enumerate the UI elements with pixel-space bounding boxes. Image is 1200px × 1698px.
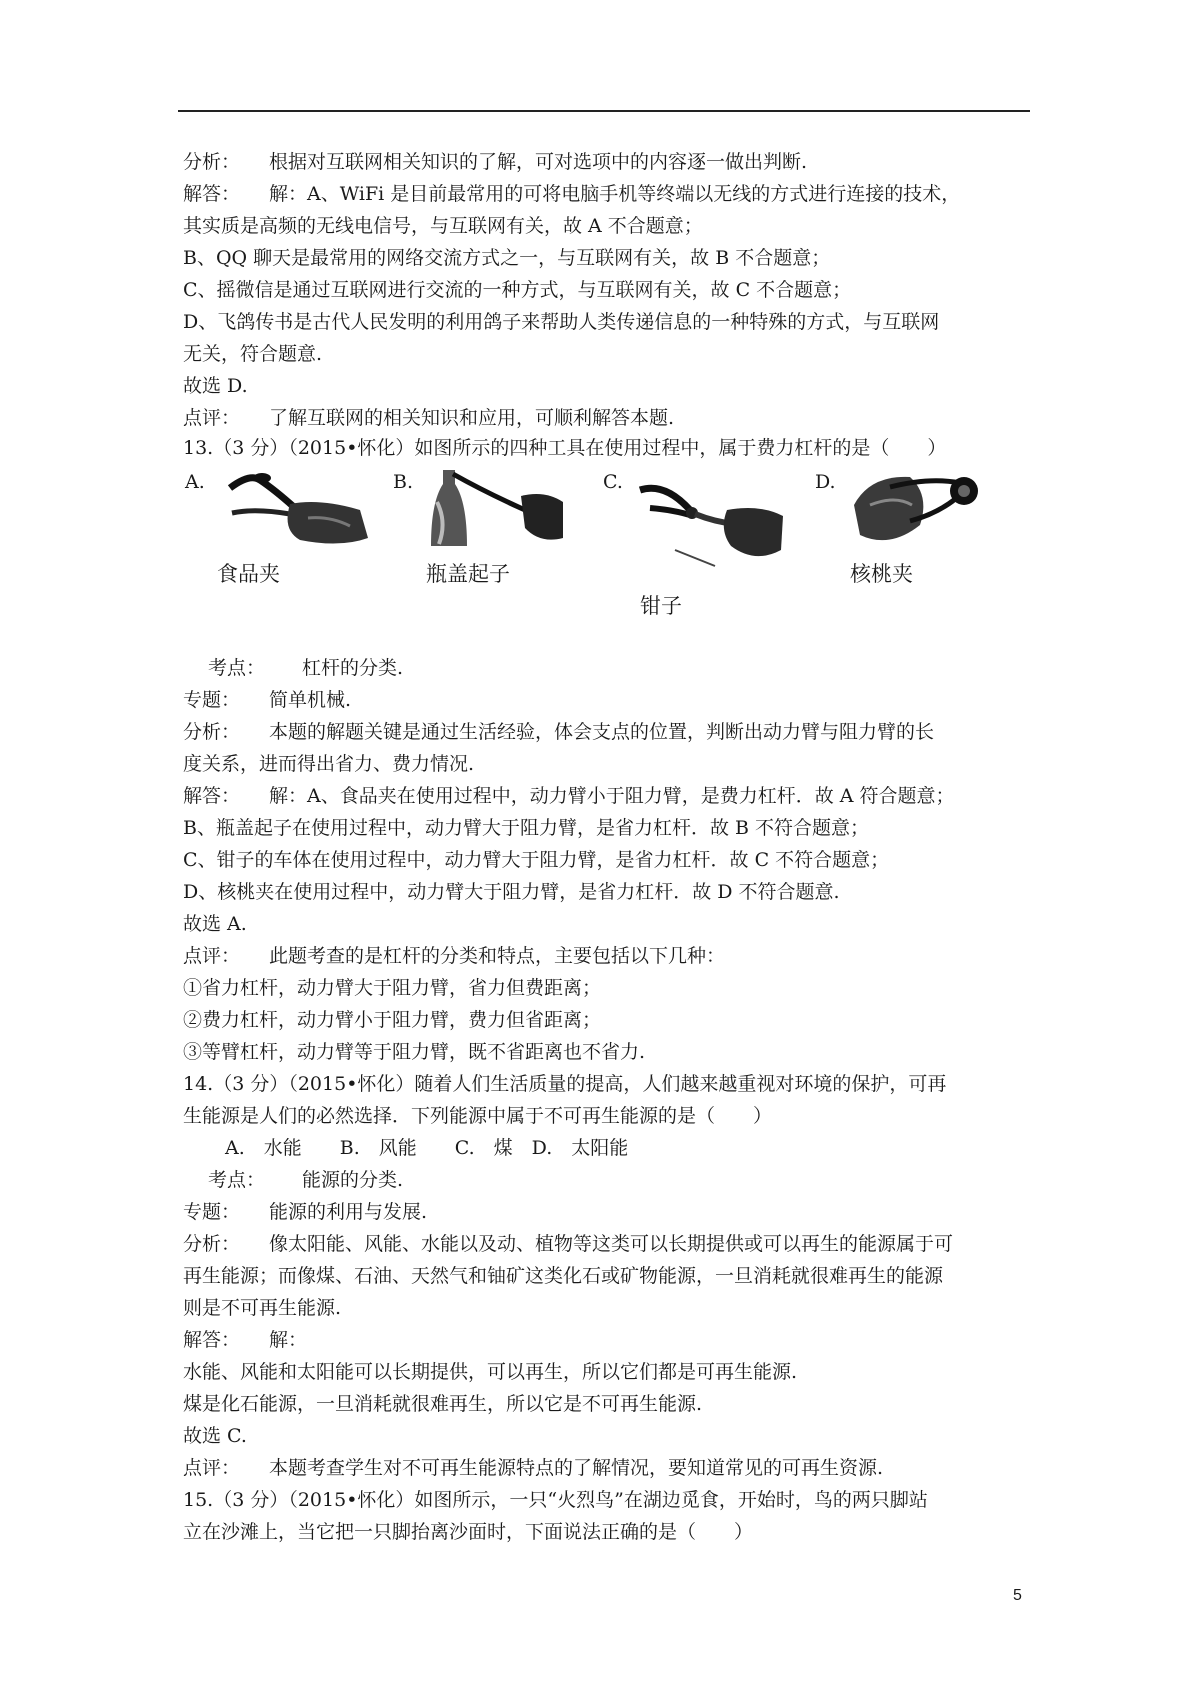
q12-answer-c: C、摇微信是通过互联网进行交流的一种方式，与互联网有关，故 C 不合题意；	[183, 279, 852, 301]
q13-caption-a: 食品夹	[217, 562, 280, 586]
q13-answer-b: B、瓶盖起子在使用过程中，动力臂大于阻力臂，是省力杠杆．故 B 不符合题意；	[183, 817, 870, 839]
q13-analysis: 分析： 本题的解题关键是通过生活经验，体会支点的位置，判断出动力臂与阻力臂的长	[183, 721, 935, 743]
q13-answer-d: D、核桃夹在使用过程中，动力臂大于阻力臂，是省力杠杆．故 D 不符合题意.	[183, 881, 840, 903]
pliers-icon	[635, 480, 785, 572]
q14-choose: 故选 C.	[183, 1425, 247, 1447]
q12-answer: 解答： 解：A、WiFi 是目前最常用的可将电脑手机等终端以无线的方式进行连接的技术，	[183, 183, 961, 205]
q15-stem: 15.（3 分）（2015•怀化）如图所示，一只“火烈鸟”在湖边觅食，开始时，鸟的两只脚站	[183, 1489, 928, 1511]
q13-option-letter-d: D.	[815, 471, 836, 493]
q13-caption-b: 瓶盖起子	[426, 562, 510, 586]
q14-stem-cont: 生能源是人们的必然选择．下列能源中属于不可再生能源的是（ ）	[183, 1105, 773, 1127]
nutcracker-icon	[850, 465, 985, 557]
q12-answer-cont: 其实质是高频的无线电信号，与互联网有关，故 A 不合题意；	[183, 215, 703, 237]
q12-answer-b: B、QQ 聊天是最常用的网络交流方式之一，与互联网有关，故 B 不合题意；	[183, 247, 831, 269]
q13-answer-c: C、钳子的车体在使用过程中，动力臂大于阻力臂，是省力杠杆．故 C 不符合题意；	[183, 849, 890, 871]
q14-kaodian: 考点： 能源的分类.	[208, 1169, 404, 1191]
q14-options: A. 水能 B. 风能 C. 煤 D. 太阳能	[225, 1137, 629, 1159]
q14-analysis-cont: 再生能源；而像煤、石油、天然气和铀矿这类化石或矿物能源，一旦消耗就很难再生的能源	[183, 1265, 944, 1287]
q13-option-letter-a: A.	[185, 471, 205, 493]
q13-option-letter-c: C.	[603, 471, 623, 493]
q12-analysis: 分析： 根据对互联网相关知识的了解，可对选项中的内容逐一做出判断.	[183, 151, 808, 173]
q13-option-letter-b: B.	[393, 471, 414, 493]
q12-answer-d: D、飞鸽传书是古代人民发明的利用鸽子来帮助人类传递信息的一种特殊的方式，与互联网	[183, 311, 940, 333]
q13-point-3: ③等臂杠杆，动力臂等于阻力臂，既不省距离也不省力.	[183, 1041, 646, 1063]
q13-point-2: ②费力杠杆，动力臂小于阻力臂，费力但省距离；	[183, 1009, 602, 1031]
q12-answer-d-cont: 无关，符合题意.	[183, 343, 323, 365]
q13-stem: 13.（3 分）（2015•怀化）如图所示的四种工具在使用过程中，属于费力杠杆的是（ ）	[183, 437, 947, 459]
q14-analysis: 分析： 像太阳能、风能、水能以及动、植物等这类可以长期提供或可以再生的能源属于可	[183, 1233, 954, 1255]
q13-zhuanti: 专题： 简单机械.	[183, 689, 352, 711]
header-rule	[178, 110, 1030, 112]
q15-stem-cont: 立在沙滩上，当它把一只脚抬离沙面时，下面说法正确的是（ ）	[183, 1521, 754, 1543]
q13-point-1: ①省力杠杆，动力臂大于阻力臂，省力但费距离；	[183, 977, 602, 999]
q13-answer: 解答： 解：A、食品夹在使用过程中，动力臂小于阻力臂，是费力杠杆．故 A 符合题意；	[183, 785, 955, 807]
q14-stem: 14.（3 分）（2015•怀化）随着人们生活质量的提高，人们越来越重视对环境的保护，可再	[183, 1073, 947, 1095]
q13-caption-c: 钳子	[640, 594, 682, 618]
q14-zhuanti: 专题： 能源的利用与发展.	[183, 1201, 428, 1223]
q12-choose: 故选 D.	[183, 375, 248, 397]
q14-answer-2: 煤是化石能源，一旦消耗就很难再生，所以它是不可再生能源.	[183, 1393, 703, 1415]
q14-answer: 解答： 解：	[183, 1329, 308, 1351]
q13-comment: 点评： 此题考查的是杠杆的分类和特点，主要包括以下几种：	[183, 945, 726, 967]
q13-analysis-cont: 度关系，进而得出省力、费力情况.	[183, 753, 475, 775]
bottle-opener-icon	[425, 462, 565, 550]
page-number: 5	[1013, 1587, 1022, 1604]
q14-analysis-cont2: 则是不可再生能源.	[183, 1297, 342, 1319]
q13-caption-d: 核桃夹	[850, 562, 913, 586]
food-tongs-icon	[220, 468, 370, 550]
q12-comment: 点评： 了解互联网的相关知识和应用，可顺利解答本题.	[183, 407, 675, 429]
q14-answer-1: 水能、风能和太阳能可以长期提供，可以再生，所以它们都是可再生能源.	[183, 1361, 798, 1383]
q13-choose: 故选 A.	[183, 913, 247, 935]
q13-kaodian: 考点： 杠杆的分类.	[208, 657, 404, 679]
q14-comment: 点评： 本题考查学生对不可再生能源特点的了解情况，要知道常见的可再生资源.	[183, 1457, 884, 1479]
